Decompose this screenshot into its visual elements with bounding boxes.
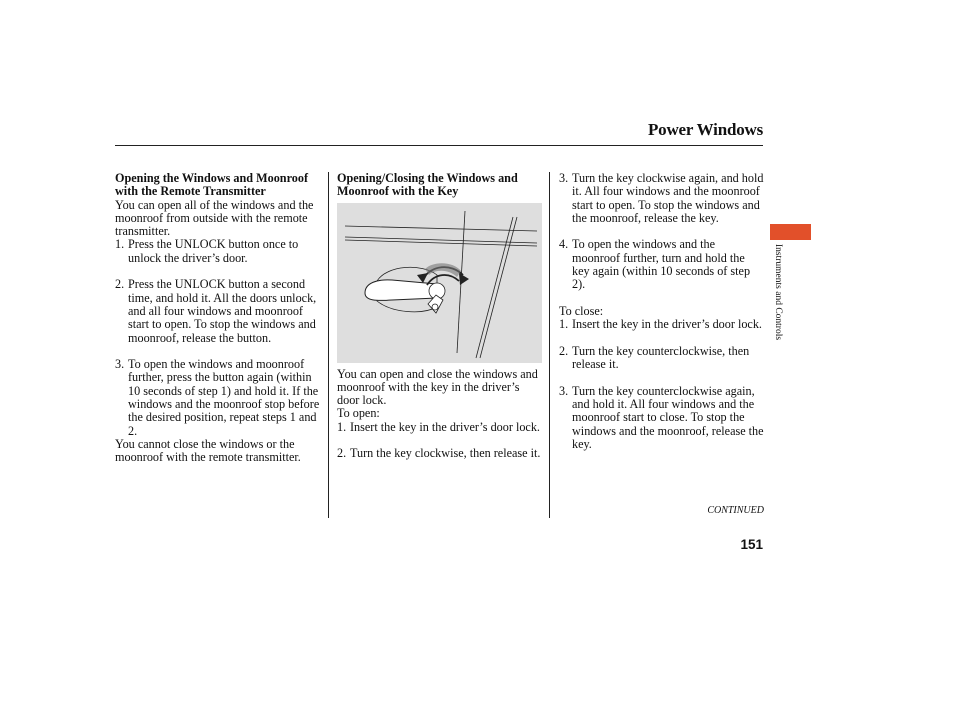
list-item (559, 345, 764, 372)
section-heading-key: Opening/Closing the Windows and Moonroof with the Key (337, 171, 518, 199)
step-number: 1. (337, 419, 347, 434)
step-text: To open the windows and the moonroof further, turn and hold the key again (within 10 seconds of step 2). (572, 237, 751, 292)
list-item (559, 385, 764, 451)
list-item (559, 238, 764, 291)
list-item (559, 172, 764, 225)
column-divider (328, 172, 329, 518)
step-text: Turn the key clockwise, then release it. (350, 446, 541, 461)
step-number: 2. (559, 343, 569, 358)
column-divider (549, 172, 550, 518)
step-text: To open the windows and moonroof further, press the button again (within 10 seconds of step 1) and hold it. If the windows and the moonroof stop before the desired position, repeat steps 1 and 2. (128, 357, 320, 438)
step-number: 4. (559, 237, 569, 252)
step-number: 3. (115, 357, 125, 372)
page-number: 151 (740, 537, 763, 552)
to-close-label: To close: (559, 303, 604, 318)
section-tab (770, 224, 811, 240)
list-item (115, 358, 320, 438)
step-text: Insert the key in the driver’s door lock. (350, 419, 540, 434)
list-item (559, 318, 764, 331)
step-text: Insert the key in the driver’s door lock. (572, 317, 762, 332)
step-number: 3. (559, 383, 569, 398)
step-number: 1. (559, 317, 569, 332)
title-rule (115, 145, 763, 146)
section-label: Instruments and Controls (773, 244, 783, 341)
step-text: Turn the key counterclockwise, then release it. (572, 343, 750, 372)
step-number: 3. (559, 171, 569, 185)
column-remote-transmitter (115, 172, 320, 465)
section-heading-remote: Opening the Windows and Moonroof with the Remote Transmitter (115, 171, 309, 199)
step-text: Turn the key counterclockwise again, and hold it. All four windows and the moonroof start to close. To stop the windows and the moonroof, release the key. (572, 383, 764, 451)
door-handle-key-illustration (337, 203, 542, 363)
step-number: 2. (115, 277, 125, 292)
column-key-continued (559, 172, 764, 451)
continued-label: CONTINUED (707, 505, 764, 516)
column-key (337, 172, 542, 461)
step-text: Press the UNLOCK button a second time, and hold it. All the doors unlock, and all four windows and moonroof start to open. To stop the windows and moonroof, release the button. (128, 277, 317, 345)
list-item (337, 447, 542, 460)
step-number: 2. (337, 446, 347, 461)
step-text: Turn the key clockwise again, and hold it. All four windows and the moonroof start to open. To stop the windows and the moonroof, release the key. (572, 171, 764, 225)
intro-paragraph-key: You can open and close the windows and moonroof with the key in the driver’s door lock. (337, 366, 538, 408)
list-item (115, 278, 320, 344)
note-paragraph: You cannot close the windows or the moonroof with the remote transmitter. (115, 436, 301, 465)
page-title: Power Windows (647, 120, 763, 139)
list-item (337, 421, 542, 434)
step-number: 1. (115, 237, 125, 252)
intro-paragraph-remote: You can open all of the windows and the moonroof from outside with the remote transmitter. (115, 197, 314, 239)
list-item (115, 238, 320, 265)
to-open-label: To open: (337, 406, 380, 421)
step-text: Press the UNLOCK button once to unlock the driver’s door. (128, 237, 299, 265)
